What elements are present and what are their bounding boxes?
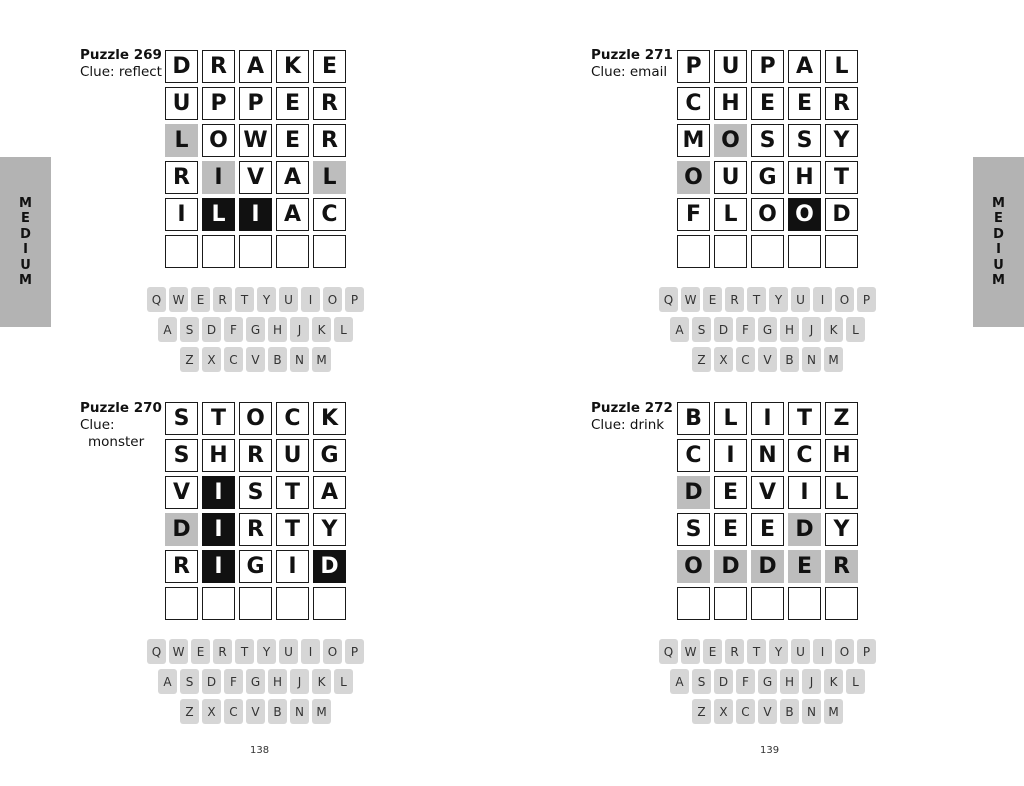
empty-tile[interactable] — [276, 587, 309, 620]
key-c[interactable]: C — [736, 699, 755, 724]
key-v[interactable]: V — [246, 347, 265, 372]
key-c[interactable]: C — [224, 347, 243, 372]
empty-tile[interactable] — [313, 587, 346, 620]
key-u[interactable]: U — [791, 287, 810, 312]
key-x[interactable]: X — [202, 347, 221, 372]
letter-tile: D — [313, 550, 346, 583]
puzzle-clue: Clue: drink — [591, 417, 665, 433]
grid-row — [677, 439, 862, 476]
key-c[interactable]: C — [224, 699, 243, 724]
letter-tile: I — [239, 198, 272, 231]
key-j[interactable]: J — [290, 317, 309, 342]
letter-tile: C — [788, 439, 821, 472]
difficulty-label: M E D I U M — [19, 195, 32, 288]
grid-row — [165, 161, 350, 198]
letter-tile: L — [714, 402, 747, 435]
letter-tile: R — [313, 124, 346, 157]
puzzle-grid — [677, 50, 862, 272]
puzzle-clue-line-2: monster — [88, 434, 145, 450]
key-x[interactable]: X — [714, 347, 733, 372]
key-z[interactable]: Z — [692, 699, 711, 724]
key-h[interactable]: H — [268, 669, 287, 694]
key-g[interactable]: G — [758, 669, 777, 694]
puzzle-title: Puzzle 270 — [80, 400, 162, 416]
key-z[interactable]: Z — [180, 347, 199, 372]
letter-tile: V — [165, 476, 198, 509]
grid-row — [677, 550, 862, 587]
letter-tile: O — [202, 124, 235, 157]
letter-tile: I — [202, 513, 235, 546]
empty-tile[interactable] — [239, 587, 272, 620]
key-r[interactable]: R — [725, 287, 744, 312]
letter-tile: R — [239, 513, 272, 546]
key-g[interactable]: G — [758, 317, 777, 342]
letter-tile: U — [714, 50, 747, 83]
key-z[interactable]: Z — [692, 347, 711, 372]
letter-keyboard — [147, 287, 367, 377]
letter-tile: K — [313, 402, 346, 435]
letter-tile: D — [825, 198, 858, 231]
grid-row — [677, 513, 862, 550]
letter-tile: F — [677, 198, 710, 231]
key-p[interactable]: P — [345, 639, 364, 664]
key-n[interactable]: N — [802, 347, 821, 372]
puzzle-clue: Clue: reflect — [80, 64, 162, 80]
letter-tile: G — [313, 439, 346, 472]
key-m[interactable]: M — [824, 699, 843, 724]
letter-tile: P — [239, 87, 272, 120]
grid-row — [165, 235, 350, 272]
letter-tile: L — [825, 50, 858, 83]
key-r[interactable]: R — [213, 287, 232, 312]
letter-tile: A — [276, 198, 309, 231]
key-v[interactable]: V — [758, 347, 777, 372]
letter-tile: N — [751, 439, 784, 472]
keyboard-row — [659, 287, 879, 316]
key-y[interactable]: Y — [769, 639, 788, 664]
grid-row — [677, 587, 862, 624]
page-number-right: 139 — [760, 745, 780, 756]
key-m[interactable]: M — [824, 347, 843, 372]
key-z[interactable]: Z — [180, 699, 199, 724]
empty-tile[interactable] — [788, 235, 821, 268]
grid-row — [677, 161, 862, 198]
key-m[interactable]: M — [312, 699, 331, 724]
letter-tile: R — [165, 550, 198, 583]
key-p[interactable]: P — [857, 639, 876, 664]
key-a[interactable]: A — [158, 669, 177, 694]
key-k[interactable]: K — [312, 669, 331, 694]
key-p[interactable]: P — [345, 287, 364, 312]
grid-row — [165, 198, 350, 235]
key-y[interactable]: Y — [769, 287, 788, 312]
key-f[interactable]: F — [224, 669, 243, 694]
letter-tile: I — [165, 198, 198, 231]
key-t[interactable]: T — [747, 287, 766, 312]
puzzle-grid — [165, 50, 350, 272]
letter-keyboard — [659, 639, 879, 729]
letter-tile: Z — [825, 402, 858, 435]
puzzle-title: Puzzle 272 — [591, 400, 673, 416]
letter-tile: U — [165, 87, 198, 120]
key-w[interactable]: W — [169, 287, 188, 312]
keyboard-row — [180, 347, 367, 376]
letter-tile: R — [313, 87, 346, 120]
letter-tile: H — [788, 161, 821, 194]
key-n[interactable]: N — [290, 699, 309, 724]
letter-tile: I — [751, 402, 784, 435]
key-l[interactable]: L — [846, 317, 865, 342]
grid-row — [165, 50, 350, 87]
key-b[interactable]: B — [268, 347, 287, 372]
letter-tile: S — [239, 476, 272, 509]
letter-tile: I — [202, 161, 235, 194]
letter-tile: O — [714, 124, 747, 157]
letter-tile: Y — [313, 513, 346, 546]
key-e[interactable]: E — [191, 287, 210, 312]
letter-tile: S — [751, 124, 784, 157]
keyboard-row — [670, 669, 879, 698]
key-a[interactable]: A — [158, 317, 177, 342]
letter-keyboard — [659, 287, 879, 377]
letter-tile: L — [714, 198, 747, 231]
key-q[interactable]: Q — [147, 639, 166, 664]
letter-tile: P — [677, 50, 710, 83]
key-i[interactable]: I — [301, 639, 320, 664]
key-s[interactable]: S — [692, 669, 711, 694]
key-e[interactable]: E — [703, 639, 722, 664]
letter-tile: R — [825, 87, 858, 120]
key-r[interactable]: R — [213, 639, 232, 664]
key-k[interactable]: K — [824, 669, 843, 694]
keyboard-row — [659, 639, 879, 668]
letter-tile: O — [677, 161, 710, 194]
key-i[interactable]: I — [301, 287, 320, 312]
letter-tile: D — [751, 550, 784, 583]
key-c[interactable]: C — [736, 347, 755, 372]
letter-tile: I — [202, 476, 235, 509]
key-t[interactable]: T — [747, 639, 766, 664]
letter-tile: E — [276, 87, 309, 120]
key-w[interactable]: W — [681, 287, 700, 312]
key-k[interactable]: K — [824, 317, 843, 342]
key-b[interactable]: B — [268, 699, 287, 724]
keyboard-row — [180, 699, 367, 728]
empty-tile[interactable] — [276, 235, 309, 268]
letter-tile: L — [165, 124, 198, 157]
empty-tile[interactable] — [239, 235, 272, 268]
puzzle-clue: Clue: email — [591, 64, 668, 80]
grid-row — [677, 87, 862, 124]
letter-tile: D — [165, 50, 198, 83]
key-d[interactable]: D — [714, 669, 733, 694]
puzzle-grid — [677, 402, 862, 624]
letter-tile: L — [313, 161, 346, 194]
key-g[interactable]: G — [246, 669, 265, 694]
letter-tile: H — [825, 439, 858, 472]
key-h[interactable]: H — [780, 317, 799, 342]
grid-row — [677, 124, 862, 161]
letter-tile: H — [202, 439, 235, 472]
keyboard-row — [158, 669, 367, 698]
key-v[interactable]: V — [246, 699, 265, 724]
key-h[interactable]: H — [780, 669, 799, 694]
letter-tile: A — [239, 50, 272, 83]
letter-keyboard — [147, 639, 367, 729]
key-x[interactable]: X — [714, 699, 733, 724]
key-s[interactable]: S — [180, 317, 199, 342]
key-d[interactable]: D — [202, 317, 221, 342]
letter-tile: G — [751, 161, 784, 194]
letter-tile: E — [788, 87, 821, 120]
key-s[interactable]: S — [692, 317, 711, 342]
letter-tile: I — [714, 439, 747, 472]
grid-row — [677, 50, 862, 87]
key-d[interactable]: D — [202, 669, 221, 694]
key-a[interactable]: A — [670, 317, 689, 342]
keyboard-row — [158, 317, 367, 346]
letter-tile: E — [751, 513, 784, 546]
puzzle-grid — [165, 402, 350, 624]
letter-tile: S — [788, 124, 821, 157]
grid-row — [165, 124, 350, 161]
key-w[interactable]: W — [169, 639, 188, 664]
keyboard-row — [692, 699, 879, 728]
letter-tile: T — [825, 161, 858, 194]
key-e[interactable]: E — [191, 639, 210, 664]
grid-row — [165, 513, 350, 550]
key-e[interactable]: E — [703, 287, 722, 312]
key-a[interactable]: A — [670, 669, 689, 694]
grid-row — [165, 402, 350, 439]
letter-tile: A — [788, 50, 821, 83]
key-i[interactable]: I — [813, 639, 832, 664]
keyboard-row — [147, 287, 367, 316]
key-b[interactable]: B — [780, 699, 799, 724]
key-f[interactable]: F — [736, 669, 755, 694]
key-d[interactable]: D — [714, 317, 733, 342]
key-k[interactable]: K — [312, 317, 331, 342]
key-f[interactable]: F — [224, 317, 243, 342]
empty-tile[interactable] — [825, 235, 858, 268]
key-n[interactable]: N — [290, 347, 309, 372]
key-q[interactable]: Q — [147, 287, 166, 312]
key-p[interactable]: P — [857, 287, 876, 312]
key-i[interactable]: I — [813, 287, 832, 312]
keyboard-row — [692, 347, 879, 376]
key-x[interactable]: X — [202, 699, 221, 724]
letter-tile: P — [202, 87, 235, 120]
letter-tile: G — [239, 550, 272, 583]
letter-tile: L — [825, 476, 858, 509]
page-number-left: 138 — [250, 745, 270, 756]
letter-tile: D — [714, 550, 747, 583]
empty-tile[interactable] — [751, 235, 784, 268]
letter-tile: O — [677, 550, 710, 583]
letter-tile: K — [276, 50, 309, 83]
empty-tile[interactable] — [714, 235, 747, 268]
puzzle-clue-line-1: Clue: — [80, 417, 115, 433]
key-o[interactable]: O — [835, 287, 854, 312]
letter-tile: Y — [825, 124, 858, 157]
key-t[interactable]: T — [235, 287, 254, 312]
key-s[interactable]: S — [180, 669, 199, 694]
grid-row — [677, 476, 862, 513]
grid-row — [677, 235, 862, 272]
empty-tile[interactable] — [202, 587, 235, 620]
key-l[interactable]: L — [846, 669, 865, 694]
letter-tile: M — [677, 124, 710, 157]
letter-tile: W — [239, 124, 272, 157]
letter-tile: R — [825, 550, 858, 583]
empty-tile[interactable] — [313, 235, 346, 268]
key-l[interactable]: L — [334, 669, 353, 694]
key-o[interactable]: O — [323, 639, 342, 664]
key-q[interactable]: Q — [659, 639, 678, 664]
letter-tile: I — [276, 550, 309, 583]
empty-tile[interactable] — [751, 587, 784, 620]
key-u[interactable]: U — [791, 639, 810, 664]
key-o[interactable]: O — [323, 287, 342, 312]
key-g[interactable]: G — [246, 317, 265, 342]
letter-tile: U — [276, 439, 309, 472]
key-b[interactable]: B — [780, 347, 799, 372]
empty-tile[interactable] — [677, 235, 710, 268]
letter-tile: O — [751, 198, 784, 231]
letter-tile: C — [677, 87, 710, 120]
grid-row — [165, 439, 350, 476]
grid-row — [677, 402, 862, 439]
letter-tile: U — [714, 161, 747, 194]
key-r[interactable]: R — [725, 639, 744, 664]
key-y[interactable]: Y — [257, 639, 276, 664]
letter-tile: T — [202, 402, 235, 435]
key-y[interactable]: Y — [257, 287, 276, 312]
letter-tile: E — [714, 476, 747, 509]
key-u[interactable]: U — [279, 287, 298, 312]
letter-tile: C — [313, 198, 346, 231]
letter-tile: V — [751, 476, 784, 509]
grid-row — [165, 476, 350, 513]
keyboard-row — [670, 317, 879, 346]
empty-tile[interactable] — [165, 587, 198, 620]
key-j[interactable]: J — [290, 669, 309, 694]
key-m[interactable]: M — [312, 347, 331, 372]
empty-tile[interactable] — [202, 235, 235, 268]
key-t[interactable]: T — [235, 639, 254, 664]
key-j[interactable]: J — [802, 669, 821, 694]
letter-tile: E — [788, 550, 821, 583]
key-l[interactable]: L — [334, 317, 353, 342]
puzzle-title: Puzzle 271 — [591, 47, 673, 63]
letter-tile: I — [202, 550, 235, 583]
letter-tile: S — [165, 439, 198, 472]
letter-tile: C — [276, 402, 309, 435]
grid-row — [165, 87, 350, 124]
letter-tile: T — [276, 476, 309, 509]
letter-tile: E — [276, 124, 309, 157]
letter-tile: R — [239, 439, 272, 472]
letter-tile: A — [313, 476, 346, 509]
letter-tile: O — [788, 198, 821, 231]
letter-tile: R — [165, 161, 198, 194]
difficulty-tab-right — [973, 157, 1024, 327]
difficulty-tab-left — [0, 157, 51, 327]
letter-tile: I — [788, 476, 821, 509]
key-v[interactable]: V — [758, 699, 777, 724]
key-n[interactable]: N — [802, 699, 821, 724]
keyboard-row — [147, 639, 367, 668]
letter-tile: V — [239, 161, 272, 194]
letter-tile: S — [165, 402, 198, 435]
empty-tile[interactable] — [677, 587, 710, 620]
key-j[interactable]: J — [802, 317, 821, 342]
letter-tile: E — [714, 513, 747, 546]
difficulty-label: M E D I U M — [992, 195, 1005, 288]
letter-tile: D — [788, 513, 821, 546]
letter-tile: C — [677, 439, 710, 472]
letter-tile: D — [165, 513, 198, 546]
letter-tile: Y — [825, 513, 858, 546]
empty-tile[interactable] — [165, 235, 198, 268]
letter-tile: E — [313, 50, 346, 83]
letter-tile: E — [751, 87, 784, 120]
grid-row — [165, 587, 350, 624]
key-o[interactable]: O — [835, 639, 854, 664]
letter-tile: O — [239, 402, 272, 435]
key-u[interactable]: U — [279, 639, 298, 664]
letter-tile: T — [788, 402, 821, 435]
letter-tile: P — [751, 50, 784, 83]
empty-tile[interactable] — [825, 587, 858, 620]
grid-row — [165, 550, 350, 587]
empty-tile[interactable] — [788, 587, 821, 620]
letter-tile: A — [276, 161, 309, 194]
letter-tile: B — [677, 402, 710, 435]
empty-tile[interactable] — [714, 587, 747, 620]
key-q[interactable]: Q — [659, 287, 678, 312]
letter-tile: R — [202, 50, 235, 83]
key-w[interactable]: W — [681, 639, 700, 664]
key-h[interactable]: H — [268, 317, 287, 342]
letter-tile: H — [714, 87, 747, 120]
grid-row — [677, 198, 862, 235]
letter-tile: T — [276, 513, 309, 546]
puzzle-title: Puzzle 269 — [80, 47, 162, 63]
letter-tile: D — [677, 476, 710, 509]
letter-tile: L — [202, 198, 235, 231]
letter-tile: S — [677, 513, 710, 546]
key-f[interactable]: F — [736, 317, 755, 342]
